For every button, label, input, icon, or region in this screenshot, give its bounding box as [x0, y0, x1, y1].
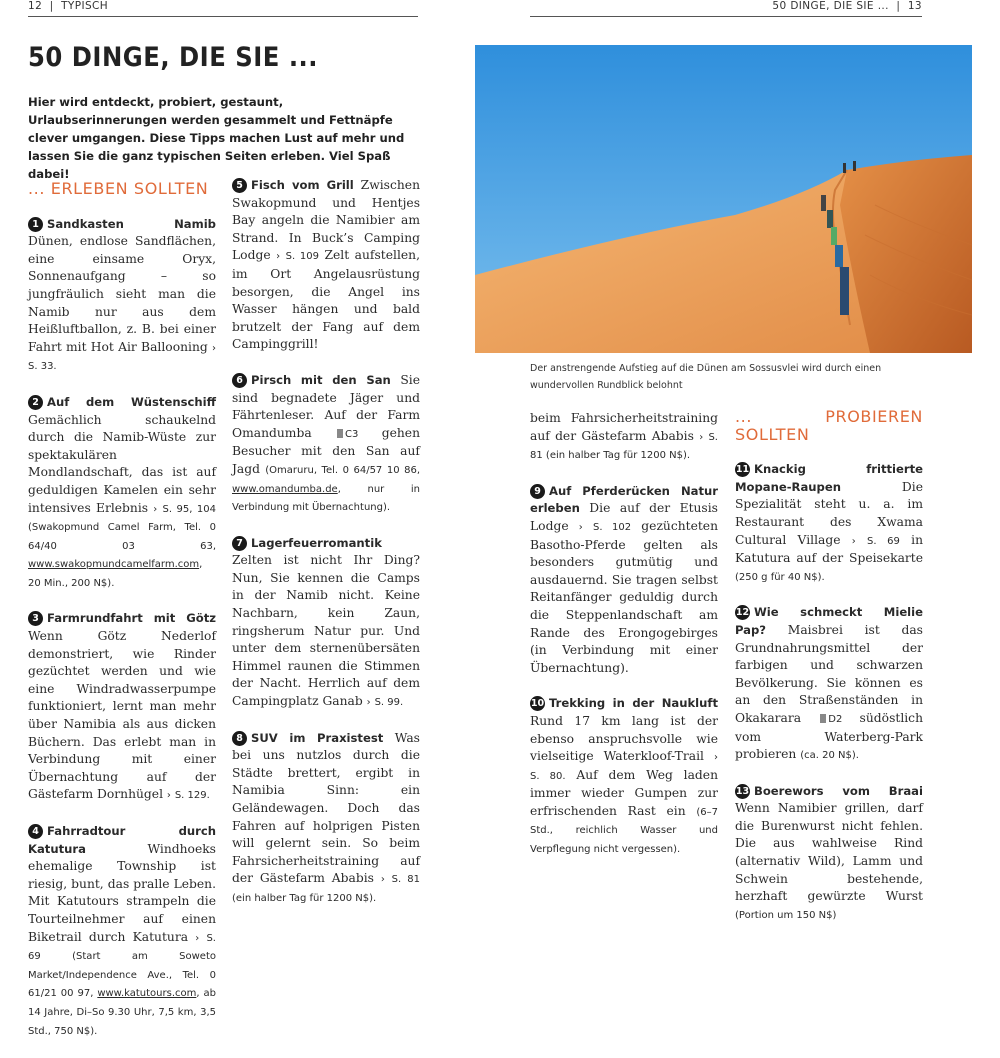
arrow-glyph: › — [195, 932, 200, 944]
right-page-number: 13 — [907, 0, 922, 12]
entry-meta: (250 g für 40 N$). — [735, 571, 825, 583]
entry-number-badge: 11 — [735, 464, 750, 476]
entry-text: Zelten ist nicht Ihr Ding? Nun, Sie kennen die Camps in der Namib nicht. Keine Nachbarn, kein Zaun, ringsherum Natur pur. Und unter dem sternenübersäten Himmel raunen die Stimmen der Nacht. Herrlich auf dem Campingplatz Ganab — [232, 553, 420, 709]
separator: | — [896, 0, 901, 12]
entry-title: Trekking in der Naukluft — [549, 696, 718, 711]
list-item — [735, 604, 923, 764]
entry-text: Windhoeks ehemalige Township ist riesig, bunt, das pralle Leben. Mit Katutours strampeln die Tourteilnehmer auf einen Biketrail durch Katutura — [28, 841, 216, 944]
entry-title: Auf Pferderücken Natur erleben — [530, 483, 718, 516]
list-item — [735, 783, 923, 925]
entry-text: Maisbrei ist das Grundnahrungsmittel der farbigen und schwarzen Bevölkerung. Sie können es an den Straßenständen in Okakarara — [735, 622, 923, 725]
entry-text-end: gezüchteten Basotho-Pferde gelten als besonders gutmütig und ausdauernd. Sie tragen selbst Reitanfänger geduldig durch die Steppenlandschaft am Rande des Erongogebirges (in Verbindung mit einer Übernachtung). — [530, 518, 719, 675]
entry-number-badge: 6 — [232, 373, 247, 388]
entry-text: Wenn Götz Nederlof demonstriert, wie Rinder gezüchtet werden und wie eine Windradwasserpumpe funktioniert, lernt man mehr über Namibia als aus dicken Büchern. Das erlebt man in Verbindung mit einer Übernachtung auf der Gästefarm Dornhügel — [28, 629, 216, 802]
list-item — [232, 730, 420, 908]
entry-text: Gemächlich schaukelnd durch die Namib-Wüste zur spektakulären Mondlandschaft, das ist auf geduldigen Kamelen ein sehr intensives Erlebnis — [28, 412, 216, 515]
entry-number-badge: 12 — [735, 607, 750, 619]
entry-meta: (Swakopmund Camel Farm, Tel. 0 64/40 03 63, — [28, 522, 216, 552]
entry-meta: (ein halber Tag für 1200 N$). — [542, 450, 691, 462]
entry-number-badge: 1 — [28, 217, 43, 232]
right-head-rule — [530, 16, 922, 17]
entry-text: Wenn Namibier grillen, darf die Burenwurst nicht fehlen. Die aus wahlweise Rind (alternativ Wild), Lamm und Schwein bestehende, herzhaft gewürzte Wurst — [735, 801, 923, 904]
photo-caption: Der anstrengende Aufstieg auf die Dünen am Sossusvlei wird durch einen wundervollen Rundblick belohnt — [530, 363, 882, 391]
page-reference: S. 80. — [530, 770, 566, 782]
list-item — [28, 394, 216, 593]
entry-title: Farmrundfahrt mit Götz — [47, 611, 216, 626]
entry-title: Lagerfeuerromantik — [251, 535, 382, 550]
left-section-label: TYPISCH — [61, 0, 109, 12]
column-2 — [232, 177, 420, 926]
website-link[interactable]: www.omandumba.de — [232, 483, 338, 495]
dune-photo — [475, 45, 972, 353]
entry-text: Dünen, endlose Sandflächen, eine einsame Oryx, Sonnenaufgang – so jungfräulich sieht man die Namib nur aus dem Heißluftballon, z. B. bei einer Fahrt mit Hot Air Ballooning — [28, 234, 216, 354]
column-4 — [735, 405, 923, 921]
entry-number-badge: 5 — [232, 178, 247, 193]
entry-text: Die auf der Etusis Lodge — [530, 501, 718, 533]
entry-number-badge: 7 — [232, 536, 247, 551]
entry-text: Zwischen Swakopmund und Hentjes Bay angeln die Namibier am Strand. In Buck’s Camping Lodge — [232, 178, 420, 263]
entry-text-mid: Auf dem Weg laden immer wieder Gumpen zur erfrischenden Rast ein — [530, 767, 719, 818]
arrow-glyph: › — [714, 752, 718, 764]
entry-number-badge: 2 — [28, 395, 43, 410]
column-1 — [28, 177, 216, 1058]
separator: | — [49, 0, 54, 12]
arrow-glyph: › — [851, 535, 856, 547]
entry-title: Wie schmeckt Mielie Pap? — [735, 605, 923, 637]
page-reference: S. 102 — [593, 521, 632, 533]
arrow-glyph: › — [578, 521, 583, 533]
left-head-rule — [28, 16, 418, 17]
arrow-glyph: › — [366, 697, 371, 709]
entry-meta-end: , ab 14 Jahre, Di–So 9.30 Uhr, 7,5 km, 3,5 Std., 750 N$). — [28, 988, 216, 1037]
left-running-head — [28, 0, 108, 12]
entry-text-mid: südöstlich vom Waterberg-Park probieren — [735, 710, 923, 762]
entry-number-badge: 4 — [28, 824, 43, 839]
column-3 — [530, 410, 719, 856]
entry-meta: (Portion um 150 N$) — [735, 909, 837, 921]
page-reference: S. 81 — [391, 874, 420, 886]
arrow-glyph: › — [153, 503, 158, 515]
page-reference: S. 81 — [530, 431, 718, 462]
website-link[interactable]: www.swakopmundcamelfarm.com — [28, 559, 200, 571]
page-reference: S. 109 — [285, 251, 319, 263]
list-item — [28, 216, 216, 376]
page-reference: S. 69 — [867, 535, 900, 547]
entry-number-badge: 9 — [530, 484, 545, 499]
page-reference: S. 33. — [28, 361, 57, 373]
list-item — [530, 695, 718, 858]
arrow-glyph: › — [380, 874, 385, 886]
arrow-glyph: › — [212, 342, 216, 354]
map-reference: D2 — [828, 713, 843, 725]
entry-text: Was bei uns nutzlos durch die Städte brettert, ergibt in Namibia Sinn: ein Geländewagen. Doch das Fahren auf holprigen Pisten will gelernt sein. So beim Fahrsicherheitstraining auf der Gästefarm Ababis — [232, 730, 420, 886]
entry-title: Pirsch mit den San — [251, 372, 391, 387]
arrow-glyph: › — [166, 790, 171, 802]
entry-text: Die Spezialität steht u. a. im Restaurant des Xwama Cultural Village — [735, 479, 923, 547]
entry-meta: (ca. 20 N$). — [800, 750, 859, 762]
list-item — [28, 823, 216, 1040]
right-running-head — [772, 0, 922, 12]
page-reference: S. 69 — [28, 932, 216, 963]
left-page-number: 12 — [28, 0, 43, 12]
entry-text: Rund 17 km lang ist der ebenso anspruchsvolle wie vielseitige Waterkloof-Trail — [530, 713, 718, 764]
entry-meta-end: , 20 Min., 200 N$). — [28, 559, 203, 589]
arrow-glyph: › — [276, 251, 281, 263]
dune-photo-illustration — [475, 45, 972, 353]
page-title: 50 DINGE, DIE SIE ... — [28, 42, 319, 73]
page-reference: S. 129. — [174, 790, 210, 802]
list-item — [232, 177, 420, 354]
page-reference: S. 99. — [374, 697, 404, 709]
entry-meta: (Omaruru, Tel. 0 64/57 10 86, — [265, 464, 420, 476]
entry-meta-end: , nur in Verbindung mit Übernachtung). — [232, 483, 420, 514]
list-item — [232, 535, 420, 712]
entry-title: Auf dem Wüstenschiff — [47, 394, 216, 409]
arrow-glyph: › — [699, 431, 704, 443]
entry-text-mid: in Katutura auf der Speisekarte — [735, 532, 923, 566]
entry-text-mid: gehen Besucher mit den San auf Jagd — [232, 425, 420, 476]
map-icon — [337, 429, 343, 438]
entry-title: SUV im Praxistest — [251, 730, 384, 745]
intro-text: Hier wird entdeckt, probiert, gestaunt, Urlaubserinnerungen werden gesammelt und Fettnäpfe clever umgangen. Diese Tipps machen Lust auf mehr und lassen Sie die ganz typischen Seiten erleben. Viel Spaß dabei! — [28, 95, 405, 181]
entry-meta: (Start am Soweto Market/Independence Ave., Tel. 0 61/21 00 97, — [28, 951, 216, 1000]
right-header-title: 50 DINGE, DIE SIE ... — [772, 0, 889, 12]
list-item — [28, 610, 216, 805]
map-reference: C3 — [345, 428, 359, 440]
entry-number-badge: 3 — [28, 611, 43, 626]
section-heading-probieren: ... PROBIEREN SOLLTEN — [735, 407, 923, 444]
entry-number-badge: 13 — [735, 785, 750, 797]
entry-meta: (ein halber Tag für 1200 N$). — [232, 892, 377, 904]
entry-text-end: Zelt aufstellen, im Ort Angelausrüstung besorgen, die Angel ins Wasser hängen und bald brutzelt der Fang auf dem Campinggrill! — [232, 248, 420, 352]
website-link[interactable]: www.katutours.com — [97, 988, 197, 1000]
entry-title: Boerewors vom Braai — [754, 783, 923, 798]
page-reference: S. 95, 104 — [162, 503, 216, 515]
entry-text: Sie sind begnadete Jäger und Fährtenleser. Auf der Farm Omandumba — [232, 372, 420, 440]
list-item — [232, 372, 420, 517]
continued-text: beim Fahrsicherheitstraining auf der Gästefarm Ababis — [530, 411, 718, 443]
list-item — [530, 483, 718, 678]
entry-title: Knackig frittierte Mopane-Raupen — [735, 462, 923, 494]
map-icon — [820, 714, 826, 723]
entry-title: Fahrradtour durch Katutura — [28, 824, 216, 856]
entry-meta: (6–7 Std., reichlich Wasser und Verpflegung nicht vergessen). — [530, 806, 718, 856]
entry-number-badge: 10 — [530, 698, 545, 710]
section-heading-erleben: ... ERLEBEN SOLLTEN — [28, 179, 209, 198]
entry-number-badge: 8 — [232, 731, 247, 746]
entry-title: Sandkasten Namib — [47, 216, 216, 231]
list-item — [735, 461, 923, 586]
entry-title: Fisch vom Grill — [251, 178, 354, 192]
list-item-continued — [530, 410, 718, 465]
